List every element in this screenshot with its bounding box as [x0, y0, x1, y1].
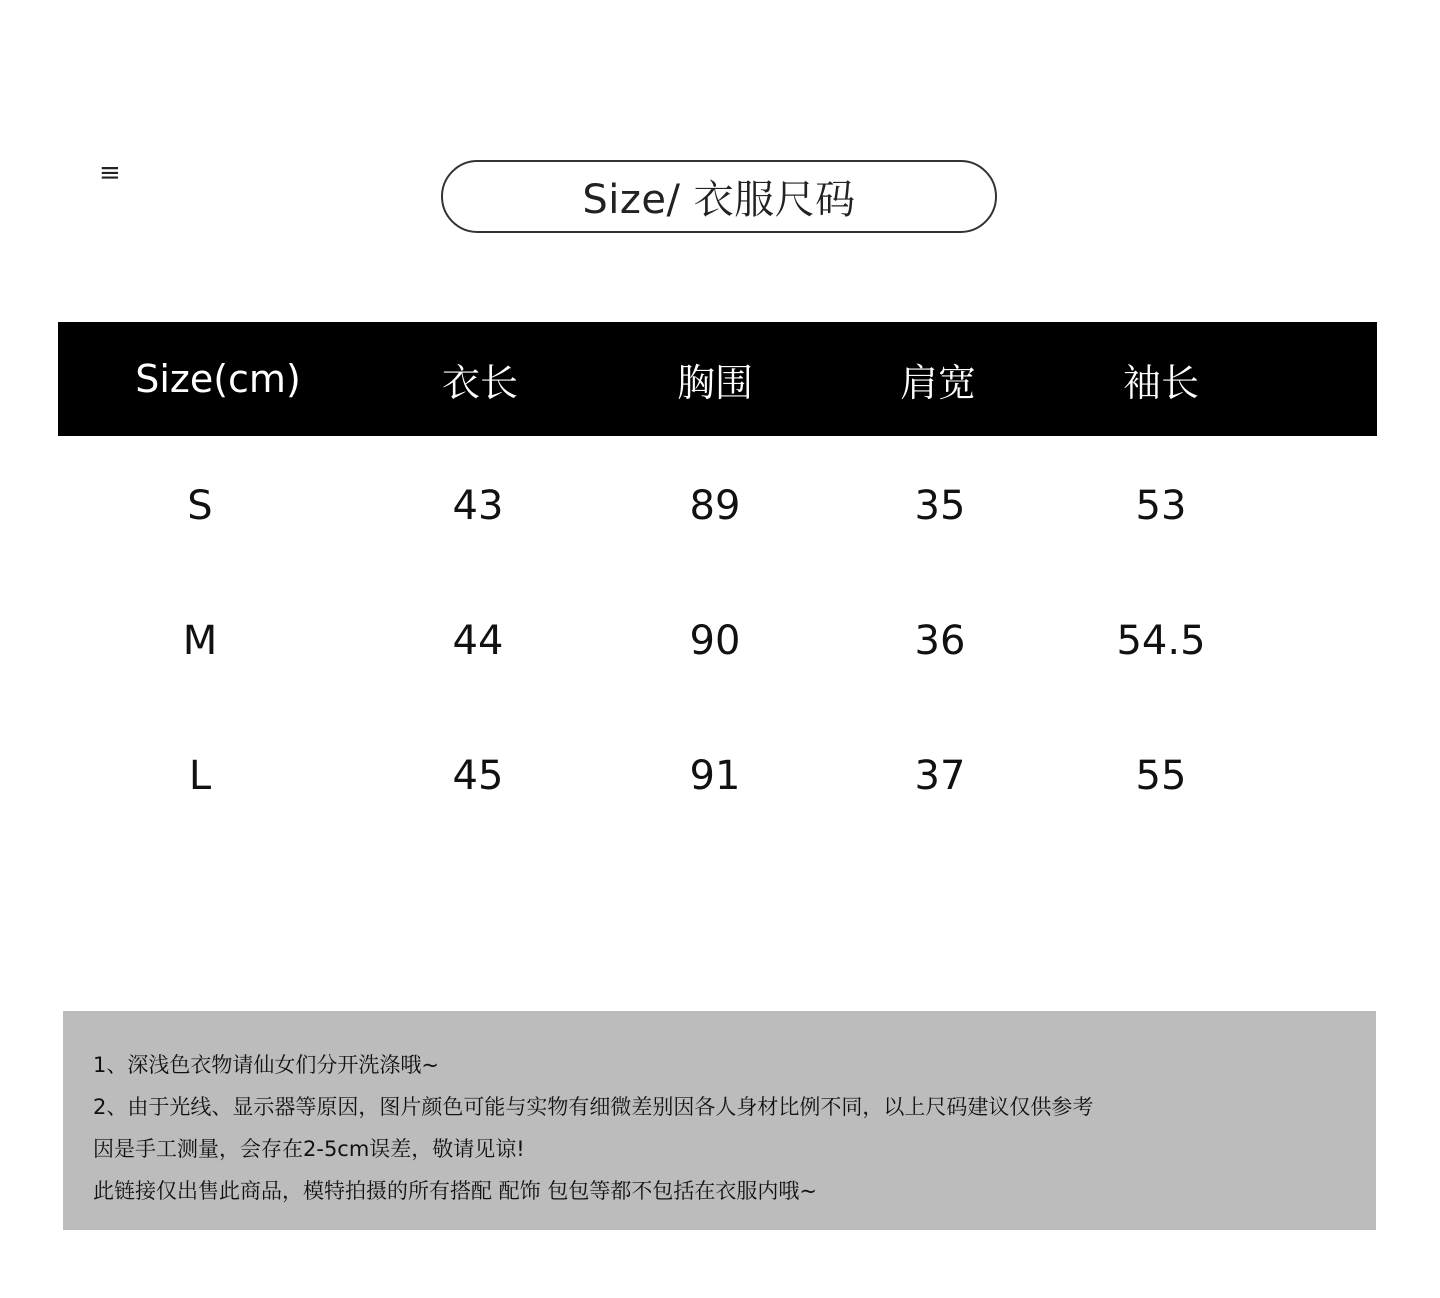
- notes-panel: [63, 1011, 1376, 1230]
- table-cell-bust: 90: [689, 617, 741, 664]
- column-header-sleeve: 袖长: [1122, 360, 1200, 405]
- table-cell-sleeve: 53: [1135, 482, 1187, 529]
- table-cell-shoulder: 36: [914, 617, 966, 664]
- table-cell-size: M: [182, 617, 218, 664]
- table-row: [58, 438, 1377, 573]
- column-header-size: Size(cm): [135, 357, 301, 401]
- table-cell-length: 44: [452, 617, 504, 664]
- column-header-bust: 胸围: [676, 360, 754, 405]
- table-cell-size: L: [188, 752, 212, 799]
- table-row: [58, 708, 1377, 843]
- table-cell-bust: 89: [689, 482, 741, 529]
- note-line: 1、深浅色衣物请仙女们分开洗涤哦~: [93, 1053, 439, 1077]
- table-cell-bust: 91: [689, 752, 741, 799]
- column-header-shoulder: 肩宽: [899, 360, 977, 405]
- table-cell-shoulder: 37: [914, 752, 966, 799]
- table-cell-size: S: [187, 482, 213, 529]
- note-line: 此链接仅出售此商品，模特拍摄的所有搭配 配饰 包包等都不包括在衣服内哦~: [93, 1179, 817, 1203]
- size-table: [58, 322, 1377, 841]
- table-cell-shoulder: 35: [914, 482, 966, 529]
- table-cell-length: 45: [452, 752, 504, 799]
- column-header-length: 衣长: [441, 360, 519, 405]
- table-cell-length: 43: [452, 482, 504, 529]
- table-cell-sleeve: 55: [1135, 752, 1187, 799]
- page-title-text: Size/ 衣服尺码: [582, 177, 856, 223]
- note-line: 2、由于光线、显示器等原因，图片颜色可能与实物有细微差别因各人身材比例不同，以上尺码建议仅供参考: [93, 1095, 1094, 1119]
- note-line: 因是手工测量，会存在2-5cm误差，敬请见谅!: [93, 1137, 525, 1161]
- table-body: [58, 438, 1377, 843]
- table-row: [58, 573, 1377, 708]
- table-cell-sleeve: 54.5: [1116, 617, 1206, 664]
- menu-icon[interactable]: ≡: [99, 158, 121, 188]
- page-title: [441, 160, 997, 233]
- table-header-row: [58, 322, 1377, 436]
